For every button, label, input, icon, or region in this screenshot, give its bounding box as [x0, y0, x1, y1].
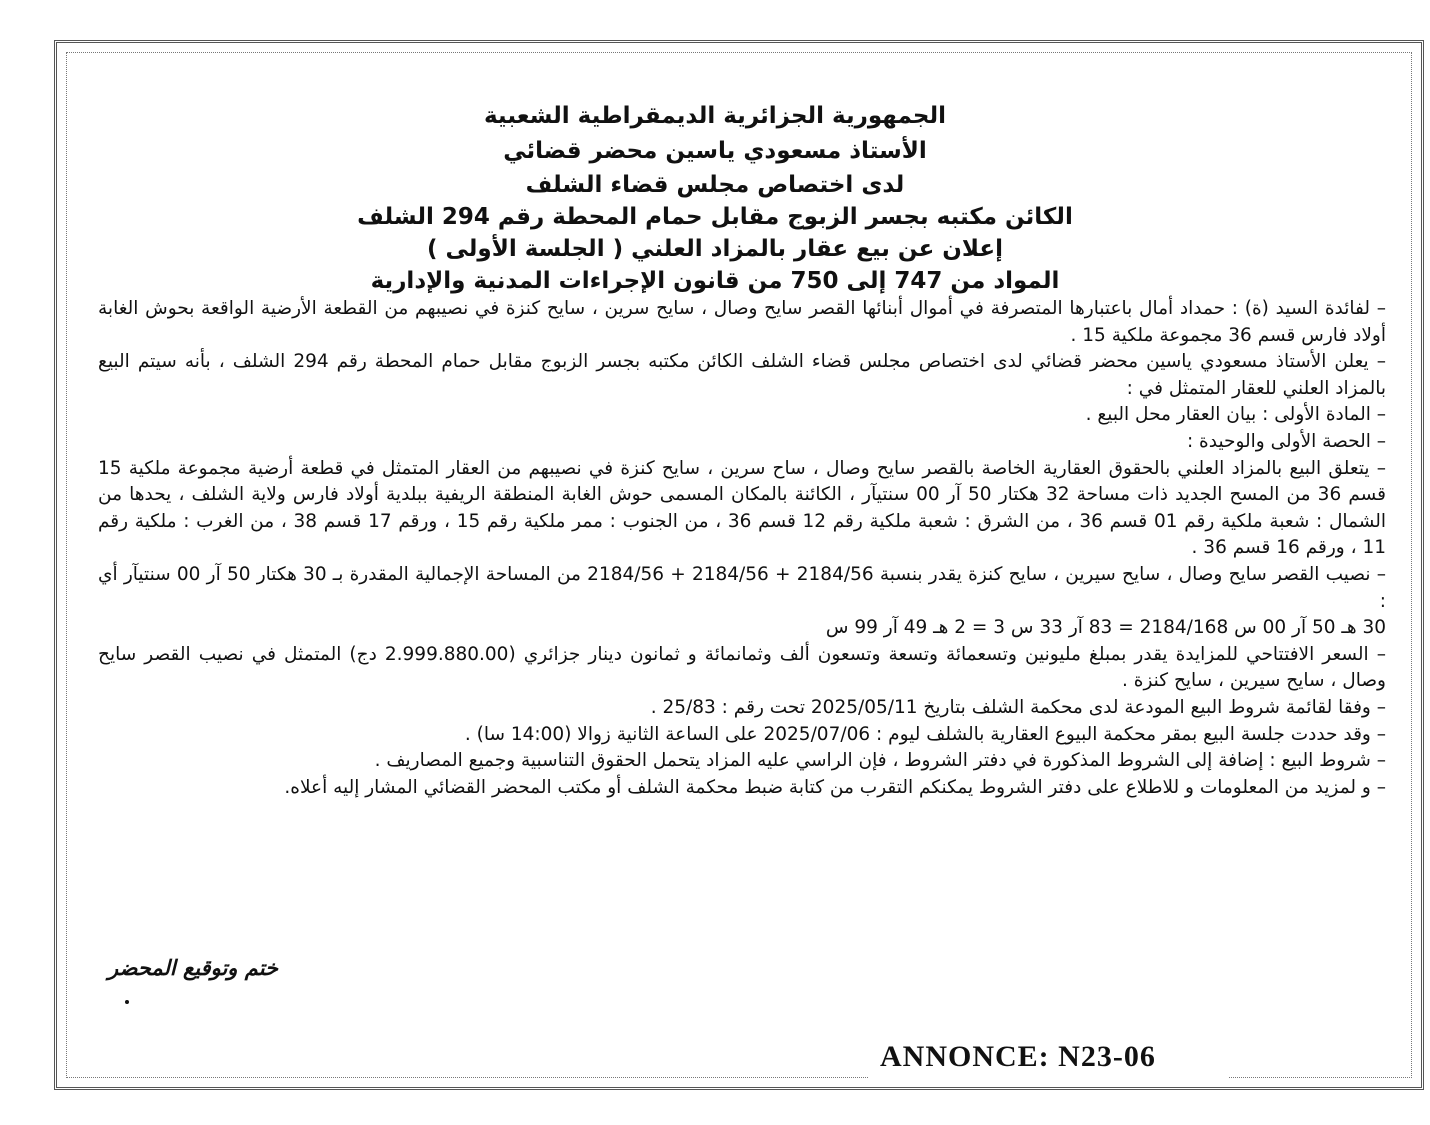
- paragraph-beneficiary: – لفائدة السيد (ة) : حمداد أمال باعتبارها المتصرفة في أموال أبنائها القصر سايح وصال ، سايح سرين ، سايح كنزة في نصيبهم من القطعة الأرضية الواقعة بحوش الغابة أولاد فارس قسم 36 مجموعة ملكية 15 .: [98, 298, 1386, 346]
- header-bailiff-name: الأستاذ مسعودي ياسين محضر قضائي: [503, 138, 927, 164]
- header-jurisdiction: لدى اختصاص مجلس قضاء الشلف: [525, 172, 905, 198]
- header-notice-title: إعلان عن بيع عقار بالمزاد العلني ( الجلسة الأولى ): [427, 236, 1003, 262]
- ink-dot: [125, 1000, 129, 1004]
- paragraph-calculation: 30 هـ 50 آر 00 س 2184/168 = 83 آر 33 س 3 = 2 هـ 49 آر 99 س: [825, 617, 1386, 639]
- paragraph-share: – نصيب القصر سايح وصال ، سايح سيرين ، سايح كنزة يقدر بنسبة 2184/56 + 2184/56 + 2184/56 من المساحة الإجمالية المقدرة بـ 30 هكتار 50 آر 00 سنتيآر أي :: [98, 563, 1387, 612]
- paragraph-session-date: – وقد حددت جلسة البيع بمقر محكمة البيوع العقارية بالشلف ليوم : 2025/07/06 على الساعة الثانية زوالا (14:00 سا) .: [464, 723, 1386, 745]
- paragraph-announcement: – يعلن الأستاذ مسعودي ياسين محضر قضائي لدى اختصاص مجلس قضاء الشلف الكائن مكتبه بجسر الزبوج مقابل حمام المحطة رقم 294 الشلف ، بأنه سيتم البيع بالمزاد العلني للعقار المتمثل في :: [98, 351, 1386, 399]
- paragraph-starting-price: – السعر الافتتاحي للمزايدة يقدر بمبلغ مليونين وتسعمائة وتسعة وتسعون ألف وثمانمائة و ثمانون دينار جزائري (2.999.880.00 دج) المتمثل في نصيب القصر سايح وصال ، سايح سيرين ، سايح كنزة .: [98, 643, 1386, 692]
- notice-body: [98, 296, 1386, 801]
- signature-label: ختم وتوقيع المحضر: [108, 955, 279, 980]
- header-republic: الجمهورية الجزائرية الديمقراطية الشعبية: [483, 103, 947, 129]
- header-office-address: الكائن مكتبه بجسر الزبوج مقابل حمام المحطة رقم 294 الشلف: [357, 204, 1073, 230]
- header-legal-articles: المواد من 747 إلى 750 من قانون الإجراءات المدنية والإدارية: [370, 268, 1060, 294]
- paragraph-more-info: – و لمزيد من المعلومات و للاطلاع على دفتر الشروط يمكنكم التقرب من كتابة ضبط محكمة الشلف أو مكتب المحضر القضائي المشار إليه أعلاه.: [284, 776, 1386, 798]
- paragraph-property-description: – يتعلق البيع بالمزاد العلني بالحقوق العقارية الخاصة بالقصر سايح وصال ، ساح سرين ، سايح كنزة في نصيبهم من العقار المتمثل في قطعة أرضية مجموعة ملكية 15 قسم 36 من المسح الجديد ذات مساحة 32 هكتار 50 آر 00 سنتيآر ، الكائنة بالمكان المسمى حوش الغابة المنطقة الريفية ببلدية أولاد فارس ولاية الشلف ، يحدها من الشمال : شعبة ملكية رقم 01 قسم 36 ، من الشرق : شعبة ملكية رقم 12 قسم 36 ، من الجنوب : ممر ملكية رقم 15 ، ورقم 17 قسم 38 ، من الغرب : ملكية رقم 11 ، ورقم 16 قسم 36 .: [98, 457, 1387, 559]
- paragraph-lot: – الحصة الأولى والوحيدة :: [1186, 430, 1386, 452]
- paragraph-conditions-list: – وفقا لقائمة شروط البيع المودعة لدى محكمة الشلف بتاريخ 2025/05/11 تحت رقم : 25/83 .: [650, 696, 1386, 718]
- paragraph-article-one: – المادة الأولى : بيان العقار محل البيع .: [1085, 404, 1386, 426]
- paragraph-sale-conditions: – شروط البيع : إضافة إلى الشروط المذكورة في دفتر الشروط ، فإن الراسي عليه المزاد يتحمل الحقوق التناسبية وجميع المصاريف .: [374, 750, 1386, 772]
- annonce-number: ANNONCE: N23-06: [880, 1040, 1156, 1073]
